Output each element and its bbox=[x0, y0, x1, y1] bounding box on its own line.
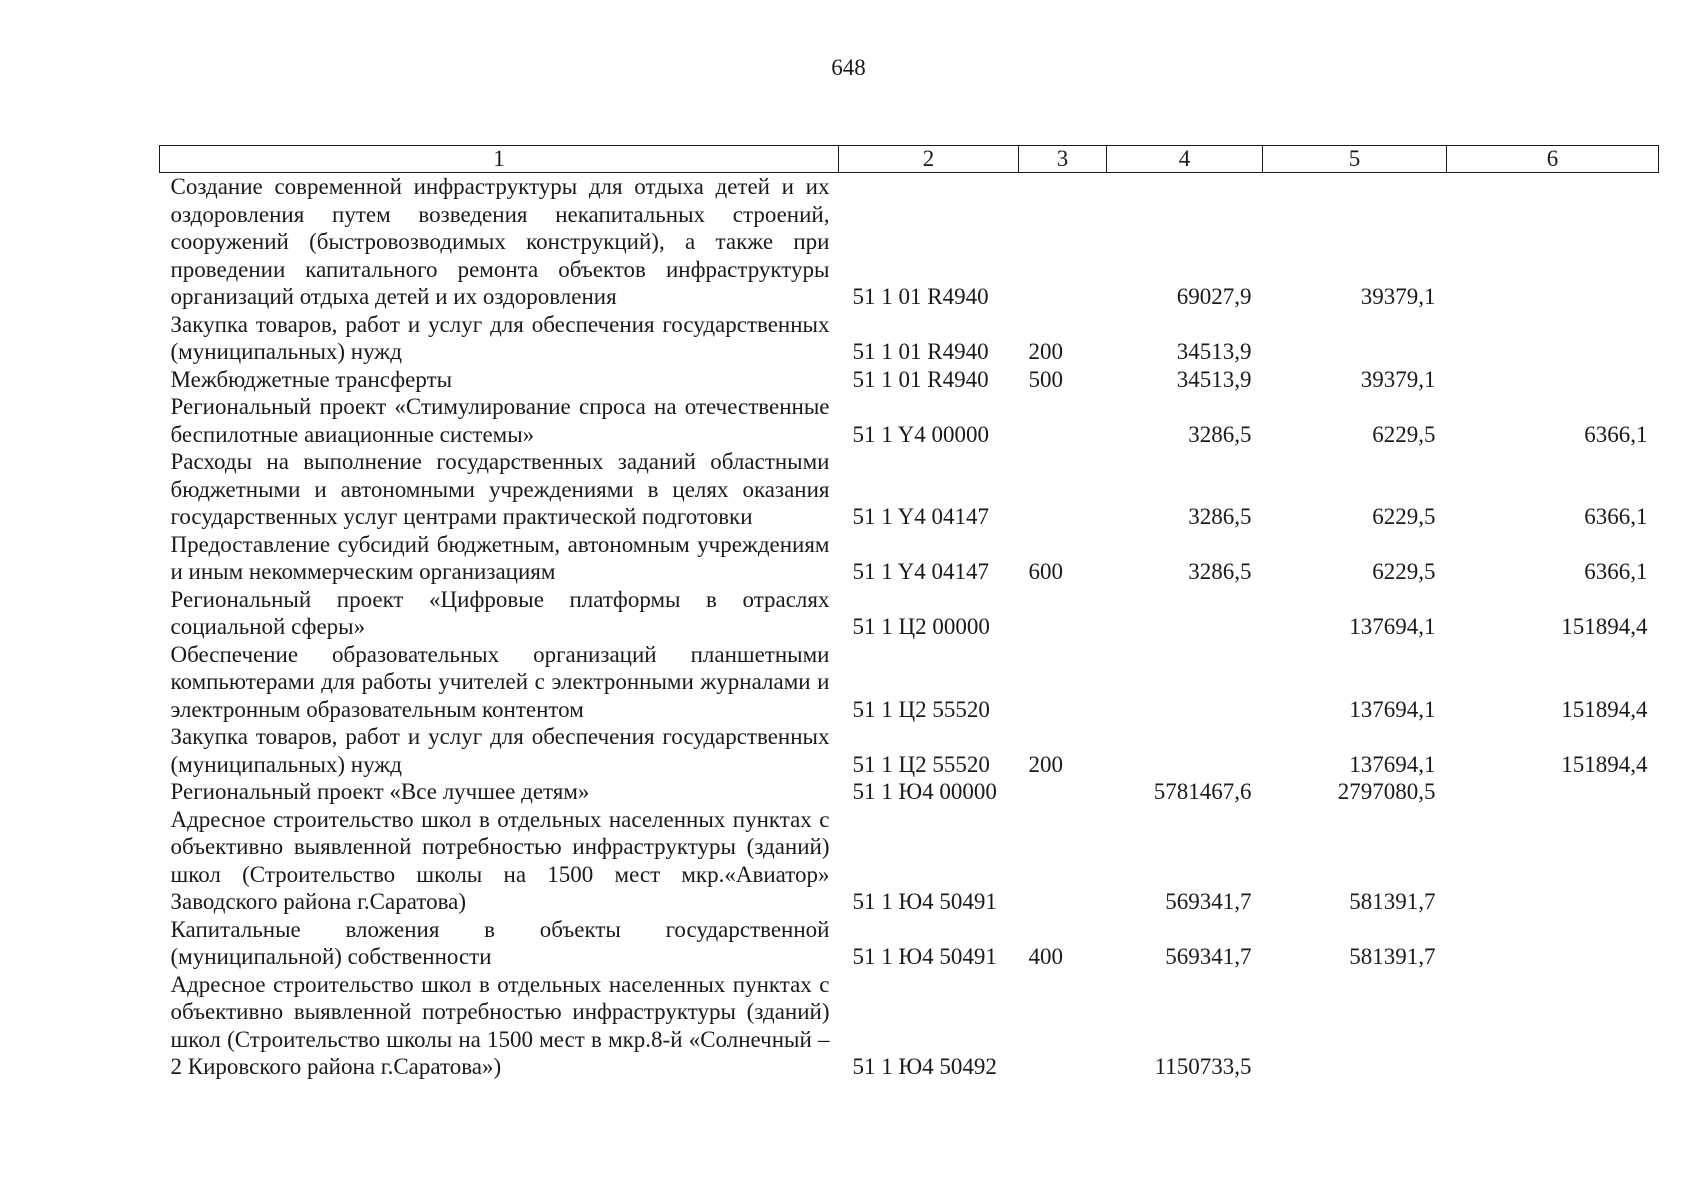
table-row bbox=[160, 173, 1659, 311]
row-expense-type bbox=[1019, 971, 1107, 1081]
row-amount-2: 6229,5 bbox=[1372, 421, 1436, 447]
row-code: 51 1 Ц2 55520 bbox=[852, 751, 990, 777]
column-header-amount-3: 6 bbox=[1447, 146, 1659, 173]
row-amount-3: 6366,1 bbox=[1584, 559, 1648, 584]
row-name: Закупка товаров, работ и услуг для обеспечения государственных (муниципальных) нужд bbox=[170, 724, 830, 777]
row-amount-3: 151894,4 bbox=[1561, 696, 1648, 722]
row-amount-2: 39379,1 bbox=[1360, 284, 1436, 309]
row-code: 51 1 Y4 00000 bbox=[852, 421, 990, 447]
column-header-code: 2 bbox=[839, 146, 1019, 173]
row-expense-type: 200 bbox=[1028, 751, 1063, 777]
page-number: 648 bbox=[831, 55, 866, 80]
row-amount-2 bbox=[1263, 311, 1447, 366]
row-amount-2: 6229,5 bbox=[1372, 559, 1436, 584]
row-amount-2: 39379,1 bbox=[1360, 366, 1436, 392]
row-name: Адресное строительство школ в отдельных населенных пунктах с объективно выявленной потребностью инфраструктуры (зданий) школ (Строительство школы на 1500 мест в мкр.8-й «Солнечный – 2 Кировского района г.Саратова») bbox=[170, 971, 830, 1079]
column-header-amount-1: 4 bbox=[1107, 146, 1263, 173]
row-code: 51 1 01 R4940 bbox=[852, 339, 989, 364]
row-name: Адресное строительство школ в отдельных населенных пунктах с объективно выявленной потребностью инфраструктуры (зданий) школ (Строительство школы на 1500 мест мкр.«Авиатор» Заводского района г.Саратова) bbox=[170, 806, 830, 914]
row-code: 51 1 Ю4 50491 bbox=[852, 889, 997, 914]
row-expense-type bbox=[1019, 393, 1107, 448]
row-code: 51 1 Ц2 55520 bbox=[852, 696, 990, 722]
row-name: Закупка товаров, работ и услуг для обеспечения государственных (муниципальных) нужд bbox=[170, 311, 830, 364]
table-row bbox=[160, 641, 1659, 724]
row-code: 51 1 01 R4940 bbox=[852, 366, 989, 392]
table-row bbox=[160, 531, 1659, 586]
row-expense-type bbox=[1019, 586, 1107, 641]
row-name: Региональный проект «Стимулирование спроса на отечественные беспилотные авиационные системы» bbox=[170, 394, 830, 447]
column-header-name: 1 bbox=[160, 146, 839, 173]
row-amount-3 bbox=[1447, 311, 1659, 366]
row-name: Расходы на выполнение государственных заданий областными бюджетными и автономными учреждениями в целях оказания государственных услуг центрами практической подготовки bbox=[170, 449, 830, 529]
row-amount-1: 3286,5 bbox=[1188, 504, 1252, 529]
row-expense-type: 400 bbox=[1028, 944, 1063, 969]
table-row bbox=[160, 806, 1659, 916]
row-name: Капитальные вложения в объекты государственной (муниципальной) собственности bbox=[170, 916, 830, 969]
row-amount-3: 6366,1 bbox=[1584, 504, 1648, 529]
row-amount-3: 151894,4 bbox=[1561, 614, 1648, 639]
row-amount-2: 137694,1 bbox=[1349, 614, 1436, 639]
row-amount-1: 569341,7 bbox=[1165, 889, 1252, 914]
table-row bbox=[160, 778, 1659, 806]
table-row bbox=[160, 366, 1659, 394]
row-name: Региональный проект «Цифровые платформы в отраслях социальной сферы» bbox=[170, 586, 830, 639]
row-amount-3 bbox=[1447, 971, 1659, 1081]
row-amount-2: 2797080,5 bbox=[1337, 779, 1436, 804]
row-amount-2: 6229,5 bbox=[1372, 504, 1436, 529]
row-expense-type bbox=[1019, 448, 1107, 531]
row-code: 51 1 Ю4 50492 bbox=[852, 1054, 997, 1079]
row-amount-3: 151894,4 bbox=[1561, 751, 1648, 777]
table-row bbox=[160, 586, 1659, 641]
row-code: 51 1 Ц2 00000 bbox=[852, 614, 990, 639]
row-amount-1: 5781467,6 bbox=[1153, 779, 1252, 804]
row-name: Предоставление субсидий бюджетным, автономным учреждениям и иным некоммерческим организациям bbox=[170, 531, 830, 584]
row-expense-type: 200 bbox=[1028, 339, 1063, 364]
row-amount-2 bbox=[1263, 971, 1447, 1081]
row-amount-1: 3286,5 bbox=[1188, 559, 1252, 584]
table-header-row bbox=[160, 146, 1659, 173]
row-expense-type bbox=[1019, 778, 1107, 806]
row-amount-1 bbox=[1107, 586, 1263, 641]
table-row bbox=[160, 393, 1659, 448]
row-amount-1: 34513,9 bbox=[1176, 339, 1252, 364]
row-amount-1: 569341,7 bbox=[1165, 944, 1252, 969]
row-amount-2: 137694,1 bbox=[1349, 751, 1436, 777]
table-row bbox=[160, 916, 1659, 971]
row-amount-2: 581391,7 bbox=[1349, 889, 1436, 914]
table-row bbox=[160, 971, 1659, 1081]
row-name: Создание современной инфраструктуры для отдыха детей и их оздоровления путем возведения некапитальных строений, сооружений (быстровозводимых конструкций), а также при проведении капитального ремонта объектов инфраструктуры организаций отдыха детей и их оздоровления bbox=[170, 174, 830, 309]
row-expense-type: 600 bbox=[1028, 559, 1063, 584]
table-row bbox=[160, 448, 1659, 531]
row-amount-2: 137694,1 bbox=[1349, 696, 1436, 722]
budget-table bbox=[159, 145, 1659, 1081]
row-amount-3 bbox=[1447, 173, 1659, 311]
row-code: 51 1 Y4 04147 bbox=[852, 504, 990, 529]
row-name: Обеспечение образовательных организаций планшетными компьютерами для работы учителей с электронными журналами и электронным образовательным контентом bbox=[170, 641, 830, 722]
row-amount-3 bbox=[1447, 806, 1659, 916]
row-code: 51 1 Ю4 50491 bbox=[852, 944, 997, 969]
row-amount-1: 1150733,5 bbox=[1154, 1054, 1252, 1079]
row-amount-1 bbox=[1107, 723, 1263, 778]
column-header-type: 3 bbox=[1019, 146, 1107, 173]
row-expense-type bbox=[1019, 641, 1107, 724]
row-expense-type bbox=[1019, 173, 1107, 311]
row-code: 51 1 Ю4 00000 bbox=[852, 779, 997, 804]
row-expense-type bbox=[1019, 806, 1107, 916]
row-amount-1 bbox=[1107, 641, 1263, 724]
row-amount-3 bbox=[1447, 366, 1659, 394]
row-code: 51 1 01 R4940 bbox=[852, 284, 989, 309]
column-header-amount-2: 5 bbox=[1263, 146, 1447, 173]
row-amount-1: 34513,9 bbox=[1176, 366, 1252, 392]
row-amount-3: 6366,1 bbox=[1584, 421, 1648, 447]
row-amount-3 bbox=[1447, 916, 1659, 971]
row-expense-type: 500 bbox=[1028, 366, 1063, 392]
row-code: 51 1 Y4 04147 bbox=[852, 559, 990, 584]
row-amount-1: 69027,9 bbox=[1176, 284, 1252, 309]
table-row bbox=[160, 723, 1659, 778]
row-name: Региональный проект «Все лучшее детям» bbox=[170, 779, 590, 804]
table-row bbox=[160, 311, 1659, 366]
row-amount-1: 3286,5 bbox=[1188, 421, 1252, 447]
row-amount-3 bbox=[1447, 778, 1659, 806]
row-amount-2: 581391,7 bbox=[1349, 944, 1436, 969]
row-name: Межбюджетные трансферты bbox=[170, 366, 453, 392]
